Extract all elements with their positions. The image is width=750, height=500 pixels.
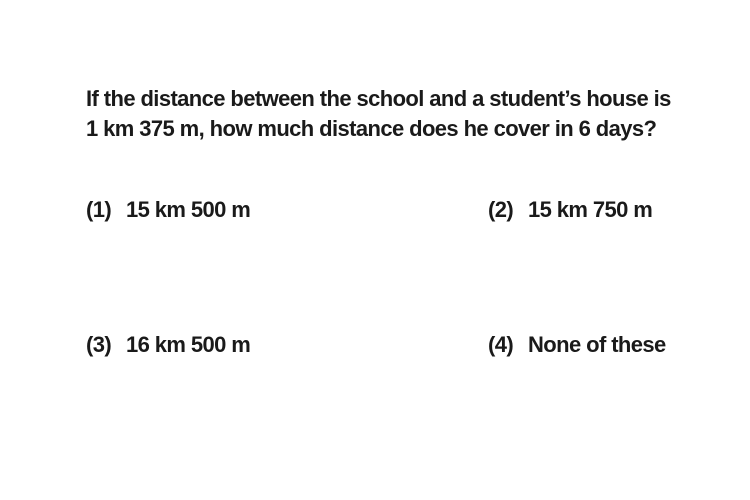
option-1 [86,195,250,225]
option-1-text: 15 km 500 m [126,197,251,222]
option-2 [488,195,652,225]
option-3 [86,330,250,360]
question-text [86,84,726,144]
option-4-number: (4) [488,332,514,357]
question-line-1: If the distance between the school and a student’s house is [86,86,671,111]
option-4 [488,330,666,360]
question-line-2: 1 km 375 m, how much distance does he cover in 6 days? [86,116,657,141]
option-4-text: None of these [528,332,666,357]
option-1-number: (1) [86,197,112,222]
option-2-text: 15 km 750 m [528,197,653,222]
option-3-number: (3) [86,332,112,357]
option-2-number: (2) [488,197,514,222]
option-3-text: 16 km 500 m [126,332,251,357]
